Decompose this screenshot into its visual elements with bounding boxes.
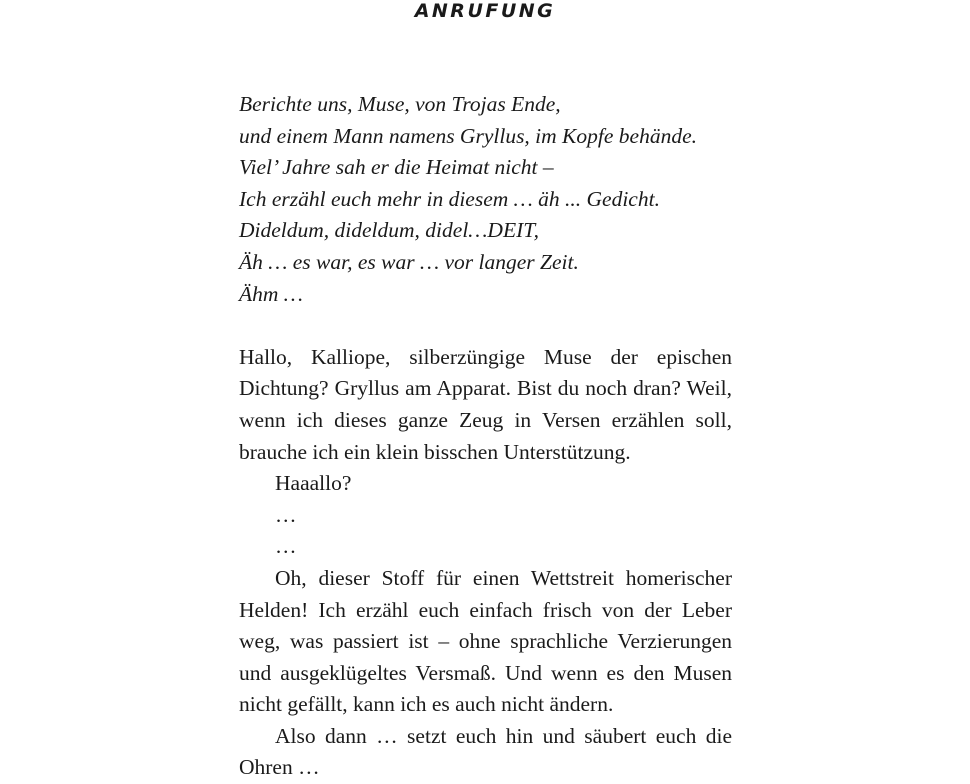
poem-line: und einem Mann namens Gryllus, im Kopfe behände. xyxy=(239,123,697,148)
prose-paragraph-6: Also dann … setzt euch hin und säubert euch die Ohren … xyxy=(239,723,732,780)
poem-line: Äh … es war, es war … vor langer Zeit. xyxy=(239,249,579,274)
ellipsis-line-2: … xyxy=(275,534,297,559)
chapter-title: ANRUFUNG xyxy=(414,0,556,22)
poem-line: Viel’ Jahre sah er die Heimat nicht – xyxy=(239,155,554,180)
prose-paragraph-1: Hallo, Kalliope, silberzüngige Muse der epischen Dichtung? Gryllus am Apparat. Bist du noch dran? Weil, wenn ich dieses ganze Zeug in Versen erzählen soll, brauche ich ein klein bisschen Unterstützung. xyxy=(239,344,732,464)
poem-line: Ich erzähl euch mehr in diesem … äh ... Gedicht. xyxy=(239,186,660,211)
stanza-break xyxy=(239,310,732,342)
prose-paragraph-5: Oh, dieser Stoff für einen Wettstreit homerischer Helden! Ich erzähl euch einfach frisch von der Leber weg, was passiert ist – ohne sprachliche Verzierungen und ausgeklügeltes Versmaß. Und wenn es den Musen nicht gefällt, kann ich es auch nicht ändern. xyxy=(239,565,732,717)
poem-line: Berichte uns, Muse, von Trojas Ende, xyxy=(239,92,561,116)
invocation-poem xyxy=(239,89,732,310)
ellipsis-line-1: … xyxy=(275,502,297,527)
poem-line: Ähm … xyxy=(239,281,303,306)
poem-line: Dideldum, dideldum, didel…DEIT, xyxy=(239,218,539,243)
page-body xyxy=(239,89,732,784)
prose-paragraph-2: Haaallo? xyxy=(275,471,352,496)
